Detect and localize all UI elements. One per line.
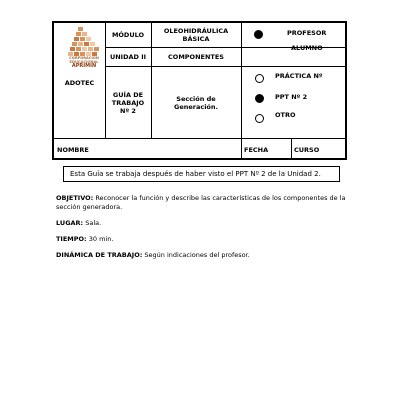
school-name: ADOTEC [64,79,95,87]
guia-value: Sección de Generación. [173,95,218,111]
divider [241,23,242,160]
modulo-value: OLEOHIDRÁULICA BÁSICA [163,27,229,43]
logo-caption [60,56,108,69]
header-table [52,21,347,160]
divider [54,138,345,139]
unidad-value: COMPONENTES [168,53,224,61]
unidad-label: UNIDAD II [109,53,147,61]
nombre-label: NOMBRE [57,146,89,154]
otro-label: OTRO [275,111,296,119]
objetivo-text: Reconocer la función y describe las características de los componentes de la sección generadora. [56,194,346,211]
profesor-label: PROFESOR [287,29,327,37]
objetivo-label: OBJETIVO: [56,194,94,202]
lugar-text: Sala. [85,219,102,227]
tiempo-label: TIEMPO: [56,235,87,243]
ppt-label: PPT Nº 2 [275,93,308,101]
practica-radio[interactable] [255,74,264,83]
divider [105,23,106,138]
note-box: Esta Guía se trabaja después de haber visto el PPT Nº 2 de la Unidad 2. [63,166,340,182]
objetivo-paragraph [56,194,346,212]
practica-label: PRÁCTICA Nº [275,72,323,80]
curso-label: CURSO [294,146,320,154]
tiempo-paragraph [56,235,346,244]
logo-brand: APRIMIN [71,63,97,70]
lugar-paragraph [56,219,346,228]
ppt-radio[interactable] [255,94,264,103]
dinamica-text: Según indicaciones del profesor. [144,251,250,259]
guia-label: GUÍA DE TRABAJO Nº 2 [111,91,145,115]
logo-line1: CORPORACIÓN [69,56,99,60]
alumno-label: ALUMNO [291,44,323,52]
otro-radio[interactable] [255,114,264,123]
dinamica-paragraph [56,251,346,260]
profesor-radio[interactable] [254,30,263,39]
divider [241,66,345,67]
tiempo-text: 30 min. [88,235,114,243]
divider [105,66,241,67]
divider [291,138,292,160]
modulo-label: MÓDULO [111,31,145,39]
fecha-label: FECHA [244,146,269,154]
logo-line2: EDUCACIONAL [69,60,99,65]
lugar-label: LUGAR: [56,219,84,227]
dinamica-label: DINÁMICA DE TRABAJO: [56,251,143,259]
divider [105,47,241,48]
